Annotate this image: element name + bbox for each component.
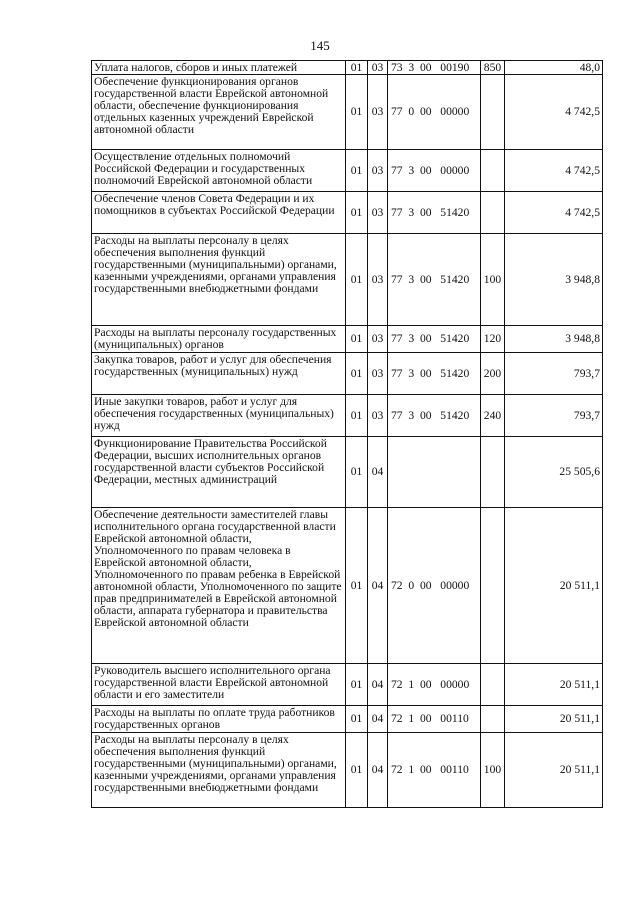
row-amount: 20 511,1 (505, 664, 603, 706)
row-name: Осуществление отдельных полномочий Российской Федерации и государственных полномочий Еврейской автономной области (92, 150, 346, 192)
row-amount: 4 742,5 (505, 150, 603, 192)
row-target-article-code: 73 3 00 00190 (388, 61, 481, 75)
row-amount: 4 742,5 (505, 75, 603, 150)
table-row (92, 150, 603, 192)
row-expense-type-code (481, 706, 505, 733)
row-section-code: 01 (346, 664, 368, 706)
row-section-code: 01 (346, 192, 368, 234)
row-subsection-code: 03 (368, 395, 388, 437)
row-expense-type-code (481, 75, 505, 150)
row-name: Обеспечение деятельности заместителей главы исполнительного органа государственной власти Еврейской автономной области, Уполномоченного по правам человека в Еврейской автономной области, Уполномоченного по правам ребенка в Еврейской автономной области, Уполномоченного по защите прав предпринимателей в Еврейской автономной области, аппарата губернатора и правительства Еврейской автономной области (92, 508, 346, 664)
row-target-article-code: 72 1 00 00000 (388, 664, 481, 706)
row-amount: 20 511,1 (505, 508, 603, 664)
table-row (92, 75, 603, 150)
row-name: Функционирование Правительства Российской Федерации, высших исполнительных органов государственной власти субъектов Российской Федерации, местных администраций (92, 437, 346, 508)
row-amount: 793,7 (505, 353, 603, 395)
table-row (92, 706, 603, 733)
row-expense-type-code (481, 508, 505, 664)
row-target-article-code: 72 0 00 00000 (388, 508, 481, 664)
row-subsection-code: 03 (368, 192, 388, 234)
row-section-code: 01 (346, 75, 368, 150)
row-target-article-code: 77 3 00 51420 (388, 326, 481, 353)
row-expense-type-code: 100 (481, 733, 505, 808)
table-row (92, 664, 603, 706)
table-row (92, 234, 603, 326)
row-name: Иные закупки товаров, работ и услуг для обеспечения государственных (муниципальных) нужд (92, 395, 346, 437)
row-subsection-code: 03 (368, 61, 388, 75)
table-row (92, 508, 603, 664)
row-expense-type-code (481, 150, 505, 192)
row-section-code: 01 (346, 326, 368, 353)
row-expense-type-code (481, 437, 505, 508)
row-amount: 20 511,1 (505, 706, 603, 733)
table-row (92, 192, 603, 234)
row-name: Расходы на выплаты персоналу в целях обеспечения выполнения функций государственными (муниципальными) органами, казенными учреждениями, органами управления государственными внебюджетными фондами (92, 234, 346, 326)
table-row (92, 733, 603, 808)
budget-table (91, 60, 603, 808)
row-amount: 48,0 (505, 61, 603, 75)
row-section-code: 01 (346, 706, 368, 733)
row-target-article-code (388, 437, 481, 508)
row-subsection-code: 04 (368, 437, 388, 508)
row-name: Расходы на выплаты персоналу государственных (муниципальных) органов (92, 326, 346, 353)
row-subsection-code: 04 (368, 508, 388, 664)
table-row (92, 61, 603, 75)
row-amount: 3 948,8 (505, 234, 603, 326)
row-amount: 793,7 (505, 395, 603, 437)
table-row (92, 437, 603, 508)
row-amount: 25 505,6 (505, 437, 603, 508)
row-amount: 3 948,8 (505, 326, 603, 353)
row-expense-type-code: 240 (481, 395, 505, 437)
row-expense-type-code: 100 (481, 234, 505, 326)
row-name: Расходы на выплаты по оплате труда работников государственных органов (92, 706, 346, 733)
table-row (92, 353, 603, 395)
row-section-code: 01 (346, 234, 368, 326)
row-target-article-code: 77 3 00 51420 (388, 234, 481, 326)
row-section-code: 01 (346, 508, 368, 664)
row-target-article-code: 72 1 00 00110 (388, 706, 481, 733)
row-name: Обеспечение функционирования органов государственной власти Еврейской автономной области, обеспечение функционирования отдельных казенных учреждений Еврейской автономной области (92, 75, 346, 150)
table-row (92, 395, 603, 437)
row-subsection-code: 03 (368, 150, 388, 192)
row-subsection-code: 03 (368, 75, 388, 150)
row-expense-type-code: 120 (481, 326, 505, 353)
row-target-article-code: 77 3 00 51420 (388, 192, 481, 234)
row-target-article-code: 72 1 00 00110 (388, 733, 481, 808)
row-subsection-code: 03 (368, 353, 388, 395)
row-section-code: 01 (346, 150, 368, 192)
table-row (92, 326, 603, 353)
row-subsection-code: 04 (368, 664, 388, 706)
row-name: Руководитель высшего исполнительного органа государственной власти Еврейской автономной области и его заместители (92, 664, 346, 706)
row-target-article-code: 77 3 00 00000 (388, 150, 481, 192)
row-name: Расходы на выплаты персоналу в целях обеспечения выполнения функций государственными (муниципальными) органами, казенными учреждениями, органами управления государственными внебюджетными фондами (92, 733, 346, 808)
row-subsection-code: 03 (368, 234, 388, 326)
row-target-article-code: 77 3 00 51420 (388, 395, 481, 437)
row-section-code: 01 (346, 437, 368, 508)
row-name: Закупка товаров, работ и услуг для обеспечения государственных (муниципальных) нужд (92, 353, 346, 395)
row-target-article-code: 77 0 00 00000 (388, 75, 481, 150)
row-expense-type-code: 850 (481, 61, 505, 75)
row-expense-type-code (481, 192, 505, 234)
row-amount: 4 742,5 (505, 192, 603, 234)
row-subsection-code: 04 (368, 706, 388, 733)
row-section-code: 01 (346, 395, 368, 437)
row-target-article-code: 77 3 00 51420 (388, 353, 481, 395)
row-expense-type-code: 200 (481, 353, 505, 395)
row-section-code: 01 (346, 353, 368, 395)
row-expense-type-code (481, 664, 505, 706)
page-number: 145 (310, 38, 330, 53)
row-name: Обеспечение членов Совета Федерации и их помощников в субъектах Российской Федерации (92, 192, 346, 234)
row-name: Уплата налогов, сборов и иных платежей (92, 61, 346, 75)
row-section-code: 01 (346, 733, 368, 808)
row-section-code: 01 (346, 61, 368, 75)
row-amount: 20 511,1 (505, 733, 603, 808)
row-subsection-code: 04 (368, 733, 388, 808)
row-subsection-code: 03 (368, 326, 388, 353)
